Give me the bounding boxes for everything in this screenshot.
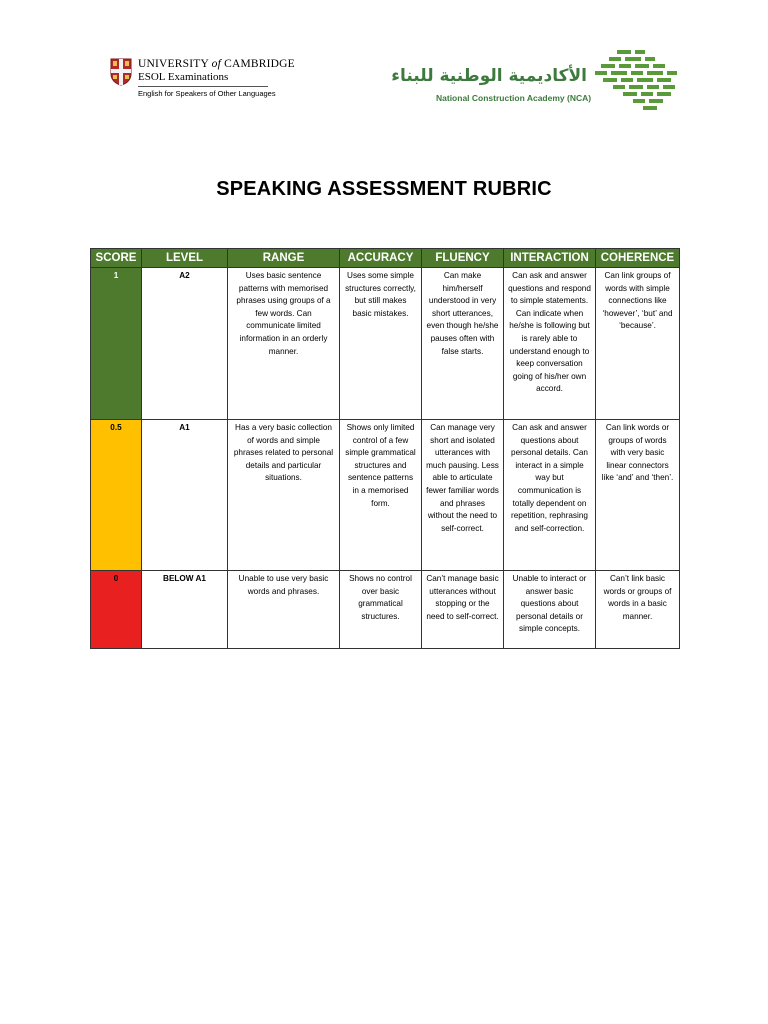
- table-header-row: [91, 249, 680, 268]
- cambridge-logo: [110, 58, 295, 103]
- table-row: [91, 420, 680, 571]
- cambridge-esol: ESOL Examinations: [138, 71, 229, 83]
- level-cell: BELOW A1: [142, 571, 228, 649]
- range-cell: Unable to use very basic words and phrases.: [228, 571, 340, 649]
- fluency-cell: Can make him/herself understood in very short utterances, even though he/she pauses often with false starts.: [422, 268, 504, 420]
- accuracy-cell: Uses some simple structures correctly, but still makes basic mistakes.: [340, 268, 422, 420]
- score-cell: 1: [91, 268, 142, 420]
- fluency-cell: Can manage very short and isolated utterances with much pausing. Less able to articulate fewer familiar words and phrases without the need to self-correct.: [422, 420, 504, 571]
- score-cell: 0: [91, 571, 142, 649]
- interaction-cell: Can ask and answer questions about personal details. Can interact in a simple way but communication is totally dependent on repetition, rephrasing and self-correction.: [504, 420, 596, 571]
- coherence-cell: Can link groups of words with simple connections like ‘however’, ‘but’ and ‘because’.: [596, 268, 680, 420]
- accuracy-cell: Shows only limited control of a few simple grammatical structures and sentence patterns in a memorised form.: [340, 420, 422, 571]
- table-row: [91, 268, 680, 420]
- level-cell: A1: [142, 420, 228, 571]
- fluency-cell: Can’t manage basic utterances without stopping or the need to self-correct.: [422, 571, 504, 649]
- header-coherence: COHERENCE: [596, 249, 680, 268]
- coherence-cell: Can’t link basic words or groups of words in a basic manner.: [596, 571, 680, 649]
- score-cell: 0.5: [91, 420, 142, 571]
- interaction-cell: Unable to interact or answer basic questions about personal details or simple concepts.: [504, 571, 596, 649]
- level-cell: A2: [142, 268, 228, 420]
- nca-brick-mark-icon: [587, 48, 679, 113]
- header-score: SCORE: [91, 249, 142, 268]
- coherence-cell: Can link words or groups of words with very basic linear connectors like ‘and’ and ‘then’.: [596, 420, 680, 571]
- cambridge-shield-icon: [110, 58, 132, 86]
- interaction-cell: Can ask and answer questions and respond to simple statements. Can indicate when he/she is following but is rarely able to understand enough to keep conversation going of his/her own accord.: [504, 268, 596, 420]
- nca-logo: [391, 48, 679, 113]
- cambridge-tagline: English for Speakers of Other Languages: [138, 89, 276, 98]
- range-cell: Uses basic sentence patterns with memorised phrases using groups of a few words. Can communicate limited information in an orderly manner.: [228, 268, 340, 420]
- header-interaction: INTERACTION: [504, 249, 596, 268]
- header-range: RANGE: [228, 249, 340, 268]
- accuracy-cell: Shows no control over basic grammatical structures.: [340, 571, 422, 649]
- cambridge-divider: [138, 86, 268, 87]
- table-row: [91, 571, 680, 649]
- nca-english-name: National Construction Academy (NCA): [436, 93, 592, 103]
- nca-arabic-name: الأكاديمية الوطنية للبناء: [391, 66, 587, 86]
- rubric-table: [90, 248, 680, 649]
- header-level: LEVEL: [142, 249, 228, 268]
- page-title: SPEAKING ASSESSMENT RUBRIC: [216, 178, 552, 200]
- range-cell: Has a very basic collection of words and simple phrases related to personal details and particular situations.: [228, 420, 340, 571]
- cambridge-university-name: UNIVERSITY of CAMBRIDGE: [138, 58, 295, 70]
- header-accuracy: ACCURACY: [340, 249, 422, 268]
- header-fluency: FLUENCY: [422, 249, 504, 268]
